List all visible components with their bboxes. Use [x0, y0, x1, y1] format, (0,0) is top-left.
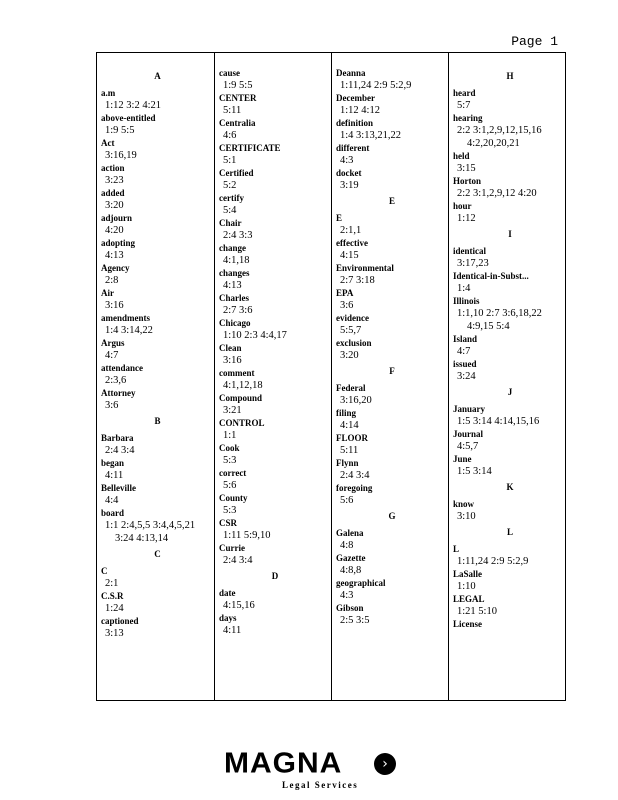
index-term: attendance — [101, 363, 143, 373]
section-letter: A — [154, 71, 161, 81]
index-term: evidence — [336, 313, 369, 323]
page-line-refs: 2:2 3:1,2,9,12 4:20 — [457, 188, 537, 199]
page-line-refs: 1:11,24 2:9 5:2,9 — [457, 556, 529, 567]
page-line-refs: 3:24 — [457, 371, 476, 382]
index-column-1 — [97, 53, 214, 700]
index-entry — [336, 167, 448, 192]
page-line-refs: 4:1,18 — [223, 255, 250, 266]
page-line-refs: 5:6 — [340, 495, 354, 506]
page-line-refs: 2:4 3:4 — [223, 555, 253, 566]
page-line-refs: 4:4 — [105, 495, 119, 506]
index-term: certify — [219, 193, 244, 203]
page-line-refs: 3:15 — [457, 163, 476, 174]
index-entry — [101, 507, 214, 545]
index-entry — [101, 432, 214, 457]
index-term: Compound — [219, 393, 263, 403]
index-term: Air — [101, 288, 114, 298]
index-term: Centralia — [219, 118, 256, 128]
index-term: heard — [453, 88, 476, 98]
index-entry — [219, 367, 331, 392]
index-term: Agency — [101, 263, 130, 273]
page-line-refs: 2:7 3:18 — [340, 275, 375, 286]
page-line-refs: 1:4 3:14,22 — [105, 325, 153, 336]
index-entry — [453, 403, 567, 428]
index-term: Certified — [219, 168, 254, 178]
index-term: adopting — [101, 238, 136, 248]
index-term: CSR — [219, 518, 238, 528]
index-term: board — [101, 508, 125, 518]
index-term: Environmental — [336, 263, 394, 273]
index-term: effective — [336, 238, 368, 248]
page-line-refs: 5:5,7 — [340, 325, 362, 336]
index-entry — [219, 217, 331, 242]
page-line-refs: 1:9 5:5 — [223, 80, 253, 91]
index-term: action — [101, 163, 125, 173]
index-entry — [453, 593, 567, 618]
page-line-refs: 3:16,20 — [340, 395, 372, 406]
page-line-refs: 1:11 5:9,10 — [223, 530, 271, 541]
page-line-refs: 4:11 — [223, 625, 242, 636]
index-term: Deanna — [336, 68, 366, 78]
index-entry — [219, 67, 331, 92]
index-entry — [336, 117, 448, 142]
index-term: Island — [453, 334, 478, 344]
index-entry — [453, 333, 567, 358]
index-entry — [219, 142, 331, 167]
index-entry — [219, 117, 331, 142]
index-entry — [101, 362, 214, 387]
index-term: know — [453, 499, 475, 509]
index-term: added — [101, 188, 125, 198]
page-line-refs: 5:11 — [340, 445, 359, 456]
index-entry — [219, 342, 331, 367]
index-term: hearing — [453, 113, 483, 123]
index-entry — [101, 287, 214, 312]
index-entry — [336, 602, 448, 627]
index-term: held — [453, 151, 470, 161]
page-line-refs: 1:5 3:14 — [457, 466, 492, 477]
index-entry — [453, 200, 567, 225]
page-line-refs: 4:13 — [223, 280, 242, 291]
page-line-refs: 1:21 5:10 — [457, 606, 497, 617]
index-term: LaSalle — [453, 569, 483, 579]
index-entry — [336, 312, 448, 337]
index-entry — [101, 187, 214, 212]
index-term: EPA — [336, 288, 354, 298]
index-term: Chicago — [219, 318, 251, 328]
index-column-4 — [448, 53, 567, 700]
page-line-refs: 2:7 3:6 — [223, 305, 253, 316]
index-term: exclusion — [336, 338, 372, 348]
page-line-refs: 4:15 — [340, 250, 359, 261]
index-entry — [453, 358, 567, 383]
section-letter: I — [508, 229, 512, 239]
page-line-refs: 4:2,20,20,21 — [467, 138, 520, 149]
page-line-refs: 4:14 — [340, 420, 359, 431]
magna-logo — [224, 748, 396, 792]
index-term: Argus — [101, 338, 125, 348]
index-entry — [101, 337, 214, 362]
index-term: C — [101, 566, 108, 576]
page-line-refs: 5:6 — [223, 480, 237, 491]
index-term: different — [336, 143, 370, 153]
index-entry — [453, 87, 567, 112]
index-entry — [101, 482, 214, 507]
page-line-refs: 2:2 3:1,2,9,12,15,16 — [457, 125, 542, 136]
index-term: December — [336, 93, 375, 103]
page-line-refs: 2:1 — [105, 578, 119, 589]
index-term: issued — [453, 359, 477, 369]
index-entry — [453, 498, 567, 523]
page-line-refs: 3:16 — [223, 355, 242, 366]
index-entry — [101, 212, 214, 237]
index-term: geographical — [336, 578, 386, 588]
index-entry — [101, 162, 214, 187]
index-entry — [336, 67, 448, 92]
index-entry — [101, 312, 214, 337]
index-term: days — [219, 613, 237, 623]
index-entry — [453, 245, 567, 270]
page-line-refs: 2:4 3:4 — [105, 445, 135, 456]
page-line-refs: 4:8,8 — [340, 565, 362, 576]
index-entry — [219, 442, 331, 467]
index-entry — [101, 565, 214, 590]
index-term: changes — [219, 268, 250, 278]
section-letter: D — [271, 571, 279, 581]
arrow-circle-icon: › — [374, 753, 396, 775]
page-line-refs: 2:5 3:5 — [340, 615, 370, 626]
index-column-3 — [331, 53, 448, 700]
index-entry — [101, 87, 214, 112]
index-term: Barbara — [101, 433, 134, 443]
index-term: January — [453, 404, 486, 414]
page-line-refs: 1:11,24 2:9 5:2,9 — [340, 80, 412, 91]
index-term: FLOOR — [336, 433, 369, 443]
section-letter: G — [388, 511, 396, 521]
section-letter: L — [506, 527, 513, 537]
index-entry — [101, 237, 214, 262]
index-entry — [219, 167, 331, 192]
index-term: License — [453, 619, 482, 629]
page-line-refs: 3:20 — [340, 350, 359, 361]
index-entry — [336, 432, 448, 457]
index-term: above-entitled — [101, 113, 156, 123]
index-term: L — [453, 544, 460, 554]
index-term: docket — [336, 168, 362, 178]
page-line-refs: 3:17,23 — [457, 258, 489, 269]
index-term: cause — [219, 68, 240, 78]
index-entry — [101, 262, 214, 287]
page-line-refs: 1:10 2:3 4:4,17 — [223, 330, 287, 341]
index-term: date — [219, 588, 236, 598]
index-entry — [219, 267, 331, 292]
index-term: Gazette — [336, 553, 366, 563]
index-term: CERTIFICATE — [219, 143, 281, 153]
page-line-refs: 3:10 — [457, 511, 476, 522]
section-letter: E — [388, 196, 395, 206]
page-line-refs: 2:4 3:3 — [223, 230, 253, 241]
page-line-refs: 5:2 — [223, 180, 237, 191]
page-line-refs: 3:23 — [105, 175, 124, 186]
index-term: identical — [453, 246, 486, 256]
index-entry — [336, 92, 448, 117]
page-line-refs: 3:16 — [105, 300, 124, 311]
index-entry — [336, 382, 448, 407]
index-term: Journal — [453, 429, 484, 439]
index-term: definition — [336, 118, 374, 128]
index-term: CENTER — [219, 93, 257, 103]
index-entry — [453, 543, 567, 568]
index-term: Charles — [219, 293, 249, 303]
index-entry — [219, 612, 331, 637]
index-term: foregoing — [336, 483, 373, 493]
page-line-refs: 2:4 3:4 — [340, 470, 370, 481]
page-line-refs: 2:8 — [105, 275, 119, 286]
index-term: Currie — [219, 543, 245, 553]
index-entry — [219, 417, 331, 442]
index-term: Chair — [219, 218, 242, 228]
index-entry — [336, 262, 448, 287]
index-term: a.m — [101, 88, 116, 98]
page-line-refs: 4:8 — [340, 540, 354, 551]
index-entry — [219, 192, 331, 217]
page-line-refs: 1:1,10 2:7 3:6,18,22 — [457, 308, 542, 319]
index-term: Federal — [336, 383, 366, 393]
page-line-refs: 4:5,7 — [457, 441, 479, 452]
section-letter: H — [506, 71, 514, 81]
index-term: E — [336, 213, 343, 223]
index-term: change — [219, 243, 246, 253]
index-entry — [101, 112, 214, 137]
index-entry — [219, 492, 331, 517]
page-line-refs: 3:21 — [223, 405, 242, 416]
index-term: Cook — [219, 443, 240, 453]
index-term: CONTROL — [219, 418, 265, 428]
index-entry — [336, 457, 448, 482]
index-entry — [219, 292, 331, 317]
index-term: filing — [336, 408, 357, 418]
index-entry — [453, 150, 567, 175]
page-line-refs: 5:7 — [457, 100, 471, 111]
index-entry — [219, 92, 331, 117]
page-line-refs: 4:15,16 — [223, 600, 255, 611]
index-entry — [336, 337, 448, 362]
index-term: adjourn — [101, 213, 133, 223]
index-term: Belleville — [101, 483, 136, 493]
index-term: LEGAL — [453, 594, 485, 604]
index-entry — [219, 467, 331, 492]
page-line-refs: 5:11 — [223, 105, 242, 116]
page-line-refs: 3:19 — [340, 180, 359, 191]
word-index-frame — [96, 52, 566, 701]
page-line-refs: 3:16,19 — [105, 150, 137, 161]
index-term: captioned — [101, 616, 139, 626]
section-letter: K — [506, 482, 514, 492]
page-line-refs: 3:6 — [340, 300, 354, 311]
index-entry — [101, 615, 214, 640]
index-entry — [453, 428, 567, 453]
index-entry — [336, 237, 448, 262]
page-line-refs: 1:24 — [105, 603, 124, 614]
index-entry — [336, 287, 448, 312]
index-entry — [453, 112, 567, 150]
index-entry — [453, 295, 567, 333]
page-line-refs: 2:1,1 — [340, 225, 362, 236]
index-entry — [336, 527, 448, 552]
index-entry — [336, 482, 448, 507]
index-term: C.S.R — [101, 591, 124, 601]
index-entry — [219, 317, 331, 342]
page-line-refs: 4:3 — [340, 155, 354, 166]
index-entry — [336, 407, 448, 432]
page-line-refs: 3:13 — [105, 628, 124, 639]
logo-wordmark: MAGNA — [224, 747, 343, 780]
page-line-refs: 1:5 3:14 4:14,15,16 — [457, 416, 540, 427]
page-line-refs: 4:3 — [340, 590, 354, 601]
page-line-refs: 4:11 — [105, 470, 124, 481]
section-letter: C — [154, 549, 161, 559]
page-line-refs: 4:7 — [105, 350, 119, 361]
index-term: Horton — [453, 176, 481, 186]
page-line-refs: 3:20 — [105, 200, 124, 211]
index-entry — [336, 577, 448, 602]
index-term: Identical-in-Subst... — [453, 271, 529, 281]
page-line-refs: 4:1,12,18 — [223, 380, 263, 391]
index-entry — [219, 392, 331, 417]
section-letter: J — [507, 387, 513, 397]
index-entry — [219, 587, 331, 612]
page-line-refs: 1:10 — [457, 581, 476, 592]
page-line-refs: 3:6 — [105, 400, 119, 411]
page-line-refs: 1:12 4:12 — [340, 105, 380, 116]
index-term: correct — [219, 468, 247, 478]
index-term: Clean — [219, 343, 242, 353]
index-term: Illinois — [453, 296, 480, 306]
page-line-refs: 1:12 — [457, 213, 476, 224]
index-entry — [336, 142, 448, 167]
index-term: Galena — [336, 528, 364, 538]
page-line-refs: 1:9 5:5 — [105, 125, 135, 136]
page-line-refs: 1:4 — [457, 283, 471, 294]
index-entry — [336, 552, 448, 577]
page-line-refs: 1:1 2:4,5,5 3:4,4,5,21 — [105, 520, 196, 531]
index-entry — [101, 137, 214, 162]
section-letter: B — [154, 416, 161, 426]
index-entry — [453, 175, 567, 200]
index-entry — [101, 457, 214, 482]
page-line-refs: 4:13 — [105, 250, 124, 261]
page-line-refs: 3:24 4:13,14 — [115, 533, 169, 544]
index-entry — [453, 618, 567, 630]
page-line-refs: 5:3 — [223, 505, 237, 516]
page-line-refs: 5:4 — [223, 205, 237, 216]
index-term: Flynn — [336, 458, 359, 468]
index-term: comment — [219, 368, 255, 378]
index-entry — [453, 270, 567, 295]
index-term: hour — [453, 201, 472, 211]
index-term: Gibson — [336, 603, 364, 613]
index-entry — [219, 517, 331, 542]
index-entry — [219, 242, 331, 267]
page-line-refs: 4:6 — [223, 130, 237, 141]
page-line-refs: 4:20 — [105, 225, 124, 236]
page-line-refs: 2:3,6 — [105, 375, 127, 386]
page-line-refs: 5:1 — [223, 155, 237, 166]
index-term: amendments — [101, 313, 150, 323]
index-entry — [453, 453, 567, 478]
index-term: Act — [101, 138, 115, 148]
index-column-2 — [214, 53, 331, 700]
page-line-refs: 5:3 — [223, 455, 237, 466]
index-entry — [101, 387, 214, 412]
page-line-refs: 4:7 — [457, 346, 471, 357]
page-line-refs: 4:9,15 5:4 — [467, 321, 510, 332]
page-line-refs: 1:12 3:2 4:21 — [105, 100, 162, 111]
index-entry — [336, 212, 448, 237]
page-line-refs: 1:4 3:13,21,22 — [340, 130, 401, 141]
index-term: Attorney — [101, 388, 136, 398]
index-entry — [219, 542, 331, 567]
index-entry — [101, 590, 214, 615]
index-term: began — [101, 458, 125, 468]
logo-tagline: Legal Services — [282, 780, 359, 790]
page-line-refs: 1:1 — [223, 430, 237, 441]
index-term: June — [453, 454, 472, 464]
index-term: County — [219, 493, 248, 503]
index-entry — [453, 568, 567, 593]
section-letter: F — [389, 366, 395, 376]
page-number: Page 1 — [511, 34, 558, 49]
